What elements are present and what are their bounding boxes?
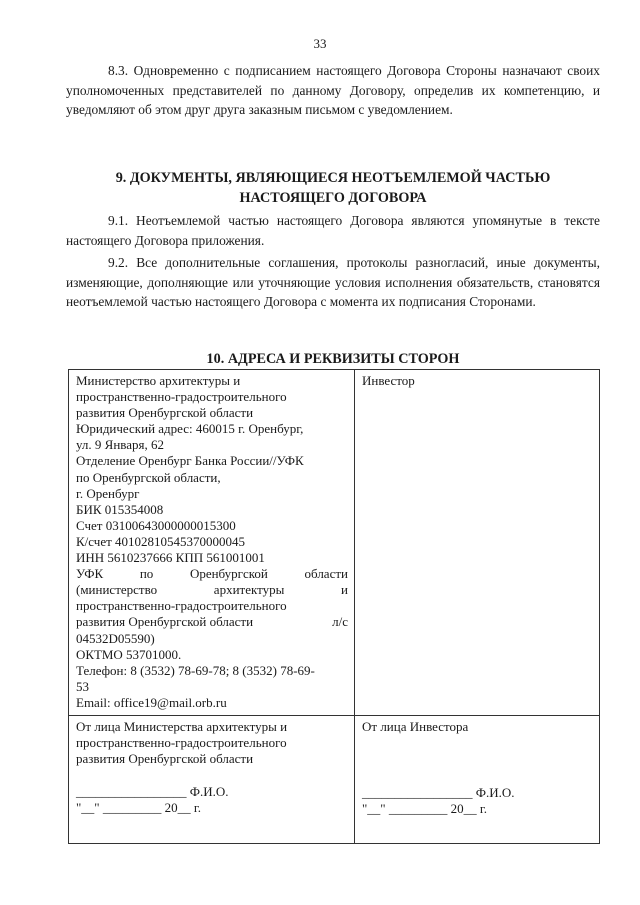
- requisites-row: [69, 370, 600, 716]
- ministry-line: развития Оренбургской области: [76, 405, 254, 421]
- phone-line-2: 53: [76, 678, 89, 694]
- ministry-word: (министерство: [76, 582, 158, 598]
- ministry-signature-fio: _________________ Ф.И.О.: [76, 784, 229, 800]
- ufk-word: Оренбургской: [189, 566, 268, 582]
- ministry-line: пространственно-градостроительного: [76, 598, 287, 614]
- ministry-signature-line: От лица Министерства архитектуры и: [76, 719, 288, 734]
- bank-name: Отделение Оренбург Банка России//УФК: [76, 453, 304, 469]
- personal-account-number: 04532D05590): [76, 630, 155, 646]
- investor-label: Инвестор: [362, 373, 415, 388]
- ministry-line: Министерство архитектуры и: [76, 373, 241, 388]
- requisites-table: [68, 369, 600, 844]
- correspondent-account: К/счет 40102810545370000045: [76, 533, 246, 549]
- personal-account-label: л/с: [332, 614, 348, 630]
- ministry-word: архитектуры: [213, 582, 285, 598]
- ministry-signature-line: развития Оренбургской области: [76, 751, 254, 767]
- ministry-signature-date: "__" _________ 20__ г.: [76, 800, 201, 816]
- ministry-parenthetical-line: [76, 582, 348, 598]
- ufk-word: области: [304, 566, 348, 582]
- account: Счет 03100643000000015300: [76, 517, 236, 533]
- page-number: 33: [313, 36, 327, 51]
- phone-line-1: Телефон: 8 (3532) 78-69-78; 8 (3532) 78-69-: [76, 662, 315, 678]
- legal-address: Юридический адрес: 460015 г. Оренбург,: [76, 421, 304, 437]
- paragraph-9-2: 9.2. Все дополнительные соглашения, протоколы разногласий, иные документы, изменяющие, дополняющие или уточняющие условия исполнения обязательств, становятся неотъемлемой частью настоящего Договора с момента их подписания Сторонами.: [66, 255, 600, 309]
- ministry-word: и: [341, 582, 348, 598]
- section-10-heading: 10. АДРЕСА И РЕКВИЗИТЫ СТОРОН: [206, 351, 460, 367]
- investor-signature-fio: _________________ Ф.И.О.: [362, 785, 515, 801]
- section-9-title-line1: 9. ДОКУМЕНТЫ, ЯВЛЯЮЩИЕСЯ НЕОТЪЕМЛЕМОЙ ЧАСТЬЮ: [115, 170, 551, 186]
- investor-signature-date: "__" _________ 20__ г.: [362, 801, 487, 817]
- ministry-line: пространственно-градостроительного: [76, 389, 287, 405]
- email: Email: office19@mail.orb.ru: [76, 694, 227, 710]
- ministry-signature-line: пространственно-градостроительного: [76, 735, 287, 751]
- investor-requisites-cell: [355, 370, 600, 716]
- paragraph-9-1: 9.1. Неотъемлемой частью настоящего Договора являются упомянутые в тексте настоящего Договора приложения.: [66, 213, 600, 248]
- personal-account-line: [76, 614, 348, 630]
- bank-region: по Оренбургской области,: [76, 469, 221, 485]
- investor-signature-line: От лица Инвестора: [362, 719, 469, 734]
- street-address: ул. 9 Января, 62: [76, 437, 165, 453]
- investor-signature-cell: [355, 716, 600, 844]
- bik: БИК 015354008: [76, 501, 164, 517]
- ufk-word: по: [139, 566, 154, 582]
- ministry-signature-cell: [69, 716, 355, 844]
- paragraph-8-3: 8.3. Одновременно с подписанием настоящего Договора Стороны назначают своих уполномоченных представителей по данному Договору, определив их компетенцию, и уведомляют об этом друг друга заказным письмом с уведомлением.: [66, 63, 600, 117]
- ufk-word: УФК: [76, 566, 104, 582]
- bank-city: г. Оренбург: [76, 485, 140, 501]
- inn-kpp: ИНН 5610237666 КПП 561001001: [76, 550, 265, 566]
- ufk-line: [76, 566, 348, 582]
- ministry-region: развития Оренбургской области: [76, 614, 254, 630]
- ministry-requisites-cell: [69, 370, 355, 716]
- signature-row: [69, 716, 600, 844]
- section-9-title-line2: НАСТОЯЩЕГО ДОГОВОРА: [239, 190, 427, 206]
- oktmo: ОКТМО 53701000.: [76, 646, 182, 662]
- section-9-heading: [66, 168, 600, 208]
